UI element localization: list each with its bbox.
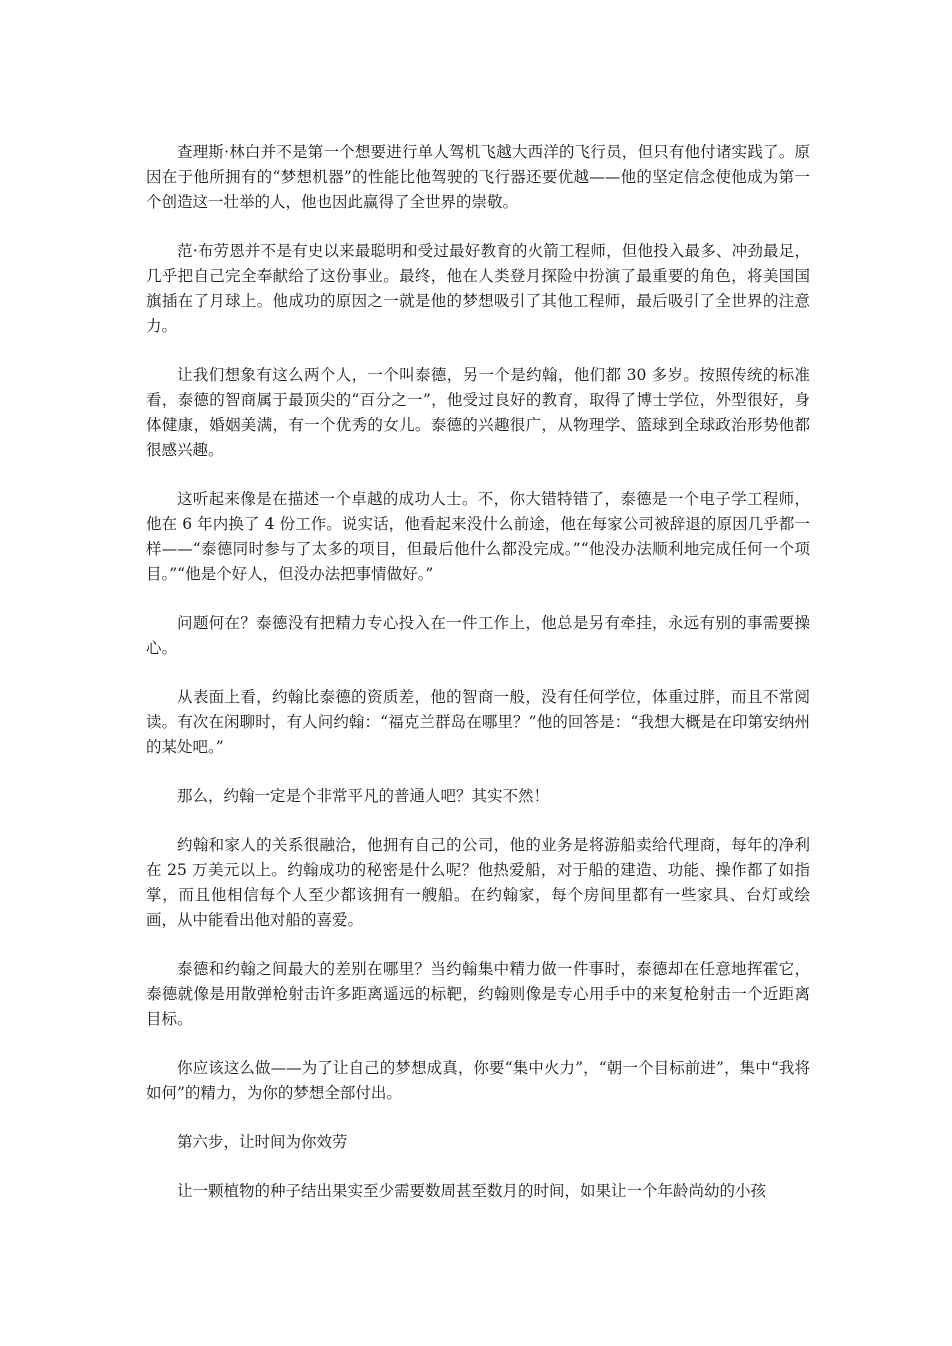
paragraph-john-question: 那么，约翰一定是个非常平凡的普通人吧？其实不然！ — [177, 787, 550, 805]
document-body — [146, 140, 810, 1228]
paragraph-von-braun: 范·布劳恩并不是有史以来最聪明和受过最好教育的火箭工程师，但他投入最多、冲劲最足，几乎把自己完全奉献给了这份事业。最终，他在人类登月探险中扮演了最重要的角色，将美国国旗插在了月球上。他成功的原因之一就是他的梦想吸引了其他工程师，最后吸引了全世界的注意力。 — [146, 242, 810, 335]
paragraph-lindbergh: 查理斯·林白并不是第一个想要进行单人驾机飞越大西洋的飞行员，但只有他付诸实践了。原因在于他所拥有的“梦想机器”的性能比他驾驶的飞行器还要优越——他的坚定信念使他成为第一个创造这一壮举的人，他也因此赢得了全世界的崇敬。 — [146, 143, 810, 211]
paragraph-problem: 问题何在？泰德没有把精力专心投入在一件工作上，他总是另有牵挂，永远有别的事需要操心。 — [146, 614, 810, 657]
paragraph-ted-career: 这听起来像是在描述一个卓越的成功人士。不，你大错特错了，泰德是一个电子学工程师，他在 6 年内换了 4 份工作。说实话，他看起来没什么前途，他在每家公司被辞退的原因几乎都一样——“泰德同时参与了太多的项目，但最后他什么都没完成。”“他没办法顺利地完成任何一个项目。”“他是个好人，但没办法把事情做好。” — [146, 490, 810, 583]
section-heading-step-six: 第六步，让时间为你效劳 — [177, 1133, 348, 1151]
paragraph-difference: 泰德和约翰之间最大的差别在哪里？当约翰集中精力做一件事时，泰德却在任意地挥霍它，泰德就像是用散弹枪射击许多距离遥远的标靶，约翰则像是专心用手中的来复枪射击一个近距离目标。 — [146, 960, 810, 1028]
paragraph-john-surface: 从表面上看，约翰比泰德的资质差，他的智商一般，没有任何学位，体重过胖，而且不常阅读。有次在闲聊时，有人问约翰：“福克兰群岛在哪里？”他的回答是：“我想大概是在印第安纳州的某处吧。” — [146, 688, 810, 756]
paragraph-john-success: 约翰和家人的关系很融洽，他拥有自己的公司，他的业务是将游船卖给代理商，每年的净利在 25 万美元以上。约翰成功的秘密是什么呢？他热爱船，对于船的建造、功能、操作都了如指掌，而且他相信每个人至少都该拥有一艘船。在约翰家，每个房间里都有一些家具、台灯或绘画，从中能看出他对船的喜爱。 — [146, 836, 810, 929]
paragraph-seed: 让一颗植物的种子结出果实至少需要数周甚至数月的时间，如果让一个年龄尚幼的小孩 — [177, 1182, 767, 1200]
paragraph-advice: 你应该这么做——为了让自己的梦想成真，你要“集中火力”，“朝一个目标前进”，集中“我将如何”的精力，为你的梦想全部付出。 — [146, 1059, 810, 1102]
paragraph-ted-and-john-intro: 让我们想象有这么两个人，一个叫泰德，另一个是约翰，他们都 30 多岁。按照传统的标准看，泰德的智商属于最顶尖的“百分之一”，他受过良好的教育，取得了博士学位，外型很好，身体健康，婚姻美满，有一个优秀的女儿。泰德的兴趣很广，从物理学、篮球到全球政治形势他都很感兴趣。 — [146, 366, 810, 459]
